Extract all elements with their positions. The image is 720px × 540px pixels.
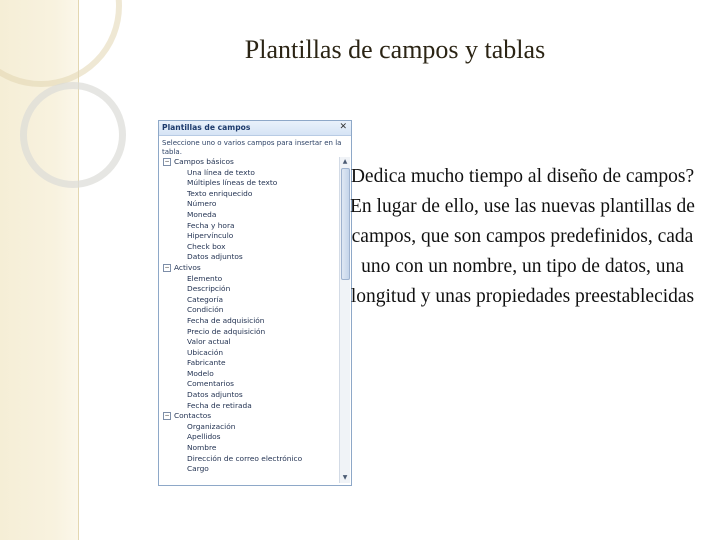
tree-item[interactable]: Comentarios: [187, 379, 235, 389]
tree-item[interactable]: Condición: [187, 305, 224, 315]
tree-item[interactable]: Número: [187, 199, 217, 209]
tree-group[interactable]: [161, 157, 337, 168]
tree-item[interactable]: Múltiples líneas de texto: [187, 178, 278, 188]
pane-instruction: Seleccione uno o varios campos para insertar en la tabla.: [162, 139, 342, 156]
tree-item[interactable]: Ubicación: [187, 347, 224, 357]
tree-group[interactable]: [161, 411, 337, 422]
decorative-ring: [20, 82, 126, 188]
tree-item[interactable]: Moneda: [187, 209, 217, 219]
slide-title: Plantillas de campos y tablas: [244, 35, 546, 64]
scroll-down-icon[interactable]: ▼: [342, 474, 348, 481]
scroll-up-icon[interactable]: ▲: [342, 158, 348, 165]
pane-title: Plantillas de campos: [162, 123, 251, 132]
tree-item[interactable]: Datos adjuntos: [187, 252, 243, 262]
tree-item[interactable]: Organización: [187, 421, 236, 431]
tree-item[interactable]: Elemento: [187, 273, 223, 283]
tree-item[interactable]: Fecha y hora: [187, 220, 235, 230]
close-icon[interactable]: ✕: [339, 122, 347, 132]
collapse-icon[interactable]: −: [164, 158, 170, 165]
tree-item[interactable]: Cargo: [187, 464, 209, 474]
tree-item[interactable]: Nombre: [187, 443, 217, 453]
tree-item[interactable]: Apellidos: [187, 432, 221, 442]
slide-body-text: Dedica mucho tiempo al diseño de campos? En lugar de ello, use las nuevas plantillas de campos, que son campos predefinidos, cada uno con un nombre, un tipo de datos, una longitud y unas propiedades preestablecidas: [350, 166, 695, 307]
tree-item[interactable]: Modelo: [187, 368, 214, 378]
tree-item[interactable]: Hipervínculo: [187, 231, 234, 241]
collapse-icon[interactable]: −: [164, 263, 170, 271]
tree-item[interactable]: Datos adjuntos: [187, 390, 243, 400]
collapse-icon[interactable]: −: [164, 412, 170, 420]
tree-group-label: Activos: [174, 262, 201, 272]
tree-item[interactable]: Categoría: [187, 294, 223, 304]
tree-item[interactable]: Fabricante: [187, 358, 226, 368]
tree-item[interactable]: Fecha de retirada: [187, 400, 252, 410]
tree-item[interactable]: Una línea de texto: [187, 167, 255, 177]
pane-header: [159, 121, 351, 136]
tree-item[interactable]: Valor actual: [187, 337, 231, 347]
field-templates-pane: [158, 120, 352, 486]
tree-item[interactable]: Dirección de correo electrónico: [187, 453, 303, 463]
tree-item[interactable]: Descripción: [187, 284, 231, 294]
tree-item[interactable]: Texto enriquecido: [187, 188, 253, 198]
tree-group[interactable]: [161, 263, 337, 274]
tree-group-label: Campos básicos: [174, 157, 234, 166]
tree-group-label: Contactos: [174, 411, 212, 421]
tree-item[interactable]: Check box: [187, 241, 226, 251]
tree-item[interactable]: Fecha de adquisición: [187, 315, 265, 325]
tree-item[interactable]: Precio de adquisición: [187, 326, 266, 336]
field-tree: [161, 157, 337, 483]
